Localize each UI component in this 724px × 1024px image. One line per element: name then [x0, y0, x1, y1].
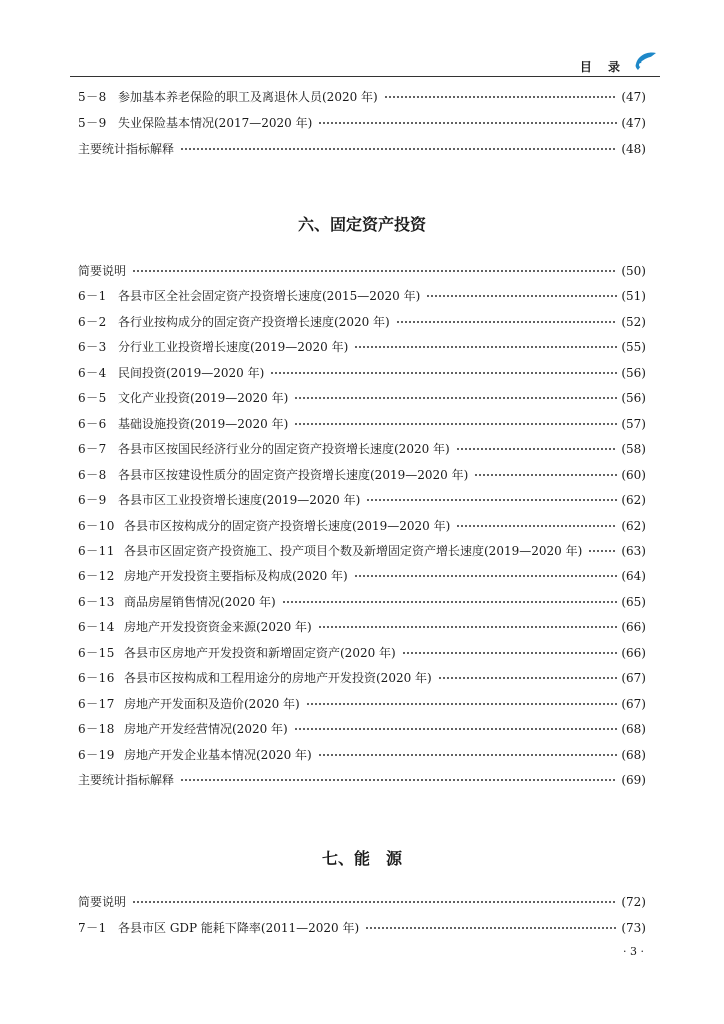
toc-entry[interactable]	[78, 517, 646, 535]
toc-entry-page: (62)	[621, 493, 646, 508]
toc-entry-title: 简要说明	[78, 264, 127, 278]
toc-entry-page: (60)	[621, 467, 646, 482]
toc-entry-page: (69)	[621, 773, 646, 787]
section-6-title: 六、固定资产投资	[297, 215, 426, 234]
toc-entry[interactable]	[78, 919, 646, 937]
dot-leader	[180, 775, 617, 785]
toc-entry[interactable]	[78, 364, 646, 382]
dot-leader	[588, 546, 617, 556]
toc-entry-number: 6－9	[78, 493, 107, 508]
toc-entry-number: 6－6	[78, 416, 107, 431]
dot-leader	[294, 419, 617, 429]
toc-entry-number: 7－1	[78, 921, 107, 935]
toc-entry[interactable]	[78, 695, 646, 713]
toc-entry-page: (64)	[621, 569, 646, 584]
toc-entry-title: 各县市区按构成分的固定资产投资增长速度(2019—2020 年)	[124, 518, 451, 533]
toc-entry[interactable]	[78, 720, 646, 738]
toc-entry[interactable]	[78, 893, 646, 911]
toc-entry-number: 6－12	[78, 569, 115, 584]
toc-entry-page: (62)	[621, 518, 646, 533]
toc-entry[interactable]	[78, 669, 646, 687]
dot-leader	[354, 571, 618, 581]
toc-entry-title: 房地产开发投资主要指标及构成(2020 年)	[124, 569, 348, 584]
dot-leader	[294, 724, 618, 734]
dot-leader	[318, 622, 618, 632]
toc-entry-page: (63)	[621, 543, 646, 558]
toc-entry[interactable]	[78, 567, 646, 585]
toc-entry-number: 6－8	[78, 467, 107, 482]
toc-entry-page: (68)	[621, 747, 646, 762]
dot-leader	[282, 597, 618, 607]
toc-entry[interactable]	[78, 618, 646, 636]
toc-entry[interactable]	[78, 542, 646, 560]
toc-entry-number: 5－9	[78, 116, 107, 130]
toc-entry-title: 各县市区按构成和工程用途分的房地产开发投资(2020 年)	[124, 671, 432, 686]
dot-leader	[365, 923, 617, 933]
dot-leader	[396, 317, 618, 327]
toc-entry[interactable]	[78, 644, 646, 662]
toc-entry-page: (57)	[621, 416, 646, 431]
toc-entry-page: (50)	[621, 264, 646, 278]
toc-entry-number: 6－10	[78, 518, 115, 533]
toc-entry[interactable]	[78, 140, 646, 158]
dot-leader	[474, 470, 617, 480]
toc-entry-title: 房地产开发经营情况(2020 年)	[124, 722, 288, 737]
toc-entry[interactable]	[78, 771, 646, 789]
toc-entry-page: (68)	[621, 722, 646, 737]
toc-entry-title: 主要统计指标解释	[78, 142, 175, 156]
dot-leader	[354, 342, 617, 352]
toc-entry-page: (52)	[621, 314, 646, 329]
toc-entry[interactable]	[78, 466, 646, 484]
toc-entry-number: 6－19	[78, 747, 115, 762]
dot-leader	[456, 444, 618, 454]
header-title: 目 录	[579, 60, 626, 74]
toc-entry[interactable]	[78, 746, 646, 764]
toc-entry-page: (55)	[621, 340, 646, 355]
toc-entry-title: 各县市区工业投资增长速度(2019—2020 年)	[118, 493, 361, 508]
dot-leader	[180, 144, 617, 154]
toc-entry-title: 房地产开发企业基本情况(2020 年)	[124, 747, 312, 762]
toc-entry-title: 房地产开发投资资金来源(2020 年)	[124, 620, 312, 635]
toc-entry[interactable]	[78, 114, 646, 132]
toc-entry[interactable]	[78, 415, 646, 433]
toc-entry-page: (73)	[621, 921, 646, 935]
toc-entry-page: (66)	[621, 620, 646, 635]
toc-entry-number: 6－18	[78, 722, 115, 737]
toc-entry-page: (47)	[621, 116, 646, 130]
dot-leader	[426, 291, 617, 301]
toc-entry-title: 各县市区全社会固定资产投资增长速度(2015—2020 年)	[118, 289, 421, 304]
dot-leader	[366, 495, 617, 505]
toc-entry-page: (51)	[621, 289, 646, 304]
toc-entry-title: 商品房屋销售情况(2020 年)	[124, 594, 276, 609]
toc-entry[interactable]	[78, 338, 646, 356]
toc-entry[interactable]	[78, 491, 646, 509]
dot-leader	[132, 266, 617, 276]
toc-entry-title: 各县市区固定资产投资施工、投产项目个数及新增固定资产增长速度(2019—2020 年)	[124, 543, 583, 558]
dot-leader	[402, 648, 618, 658]
toc-entry-title: 简要说明	[78, 895, 127, 909]
toc-entry-title: 各县市区按建设性质分的固定资产投资增长速度(2019—2020 年)	[118, 467, 469, 482]
toc-entry-number: 6－2	[78, 314, 107, 329]
toc-entry[interactable]	[78, 389, 646, 407]
dot-leader	[270, 368, 617, 378]
toc-entry-page: (72)	[621, 895, 646, 909]
toc-entry-page: (67)	[621, 671, 646, 686]
toc-entry-title: 各县市区房地产开发投资和新增固定资产(2020 年)	[124, 645, 396, 660]
toc-entry[interactable]	[78, 88, 646, 106]
toc-entry-page: (47)	[621, 90, 646, 104]
toc-entry-page: (56)	[621, 365, 646, 380]
toc-entry-number: 6－15	[78, 645, 115, 660]
toc-entry-title: 各县市区 GDP 能耗下降率(2011—2020 年)	[118, 921, 360, 935]
toc-entry-number: 6－5	[78, 391, 107, 406]
toc-entry-number: 6－17	[78, 696, 115, 711]
dot-leader	[132, 897, 617, 907]
section-7-title: 七、能 源	[321, 849, 402, 868]
toc-entry-page: (65)	[621, 594, 646, 609]
toc-entry-title: 各行业按构成分的固定资产投资增长速度(2020 年)	[118, 314, 390, 329]
toc-entry-number: 6－4	[78, 365, 107, 380]
dot-leader	[294, 393, 617, 403]
toc-entry-page: (58)	[621, 442, 646, 457]
page-header	[70, 52, 660, 77]
toc-entry-title: 文化产业投资(2019—2020 年)	[118, 391, 289, 406]
toc-entry-number: 6－16	[78, 671, 115, 686]
toc-entry-number: 6－3	[78, 340, 107, 355]
dot-leader	[306, 699, 618, 709]
dot-leader	[384, 92, 618, 102]
toc-entry-number: 6－1	[78, 289, 107, 304]
toc-entry[interactable]	[78, 287, 646, 305]
toc-entry-title: 失业保险基本情况(2017—2020 年)	[118, 116, 313, 130]
toc-entry[interactable]	[78, 262, 646, 280]
dot-leader	[456, 521, 617, 531]
toc-entry-title: 民间投资(2019—2020 年)	[118, 365, 265, 380]
toc-entry-page: (56)	[621, 391, 646, 406]
toc-entry-number: 6－11	[78, 543, 115, 558]
dot-leader	[438, 673, 618, 683]
toc-entry-number: 6－7	[78, 442, 107, 457]
toc-entry-page: (48)	[621, 142, 646, 156]
page-number: · 3 ·	[623, 945, 644, 958]
toc-entry-title: 主要统计指标解释	[78, 773, 175, 787]
toc-entry-number: 6－14	[78, 620, 115, 635]
toc-entry-page: (67)	[621, 696, 646, 711]
toc-entry-title: 参加基本养老保险的职工及离退休人员(2020 年)	[118, 90, 378, 104]
toc-entry-title: 各县市区按国民经济行业分的固定资产投资增长速度(2020 年)	[118, 442, 450, 457]
toc-entry-title: 基础设施投资(2019—2020 年)	[118, 416, 289, 431]
toc-entry-number: 6－13	[78, 594, 115, 609]
toc-entry[interactable]	[78, 440, 646, 458]
stylized-leaf-logo-icon	[632, 50, 658, 72]
toc-entry[interactable]	[78, 313, 646, 331]
toc-entry-title: 分行业工业投资增长速度(2019—2020 年)	[118, 340, 349, 355]
toc-entry-page: (66)	[621, 645, 646, 660]
dot-leader	[318, 118, 617, 128]
toc-entry[interactable]	[78, 593, 646, 611]
toc-entry-number: 5－8	[78, 90, 107, 104]
dot-leader	[318, 750, 618, 760]
toc-entry-title: 房地产开发面积及造价(2020 年)	[124, 696, 300, 711]
